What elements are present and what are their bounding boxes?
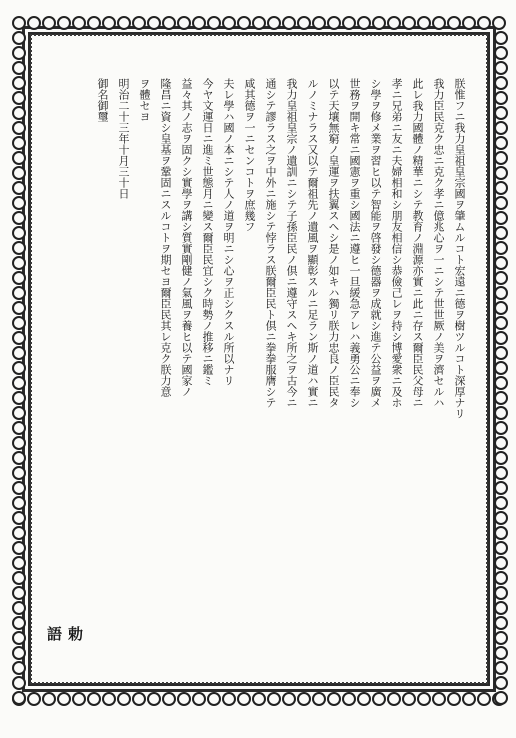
border-rosette [402,692,416,706]
border-rosette [72,692,86,706]
heading: 勅語 [45,626,84,647]
border-rosette [494,166,508,180]
border-rosette [12,331,26,345]
border-rosette [297,16,311,30]
border-rosette [132,692,146,706]
border-rosette [327,16,341,30]
text-column: 世務ヲ開キ常ニ國憲ヲ重シ國法ニ遵ヒ一旦緩急アレハ義勇公ニ奉シ [348,78,361,408]
border-rosette [12,436,26,450]
border-rosette [494,121,508,135]
border-rosette [494,616,508,630]
border-rosette [12,556,26,570]
border-rosette [177,16,191,30]
border-rosette [12,121,26,135]
border-rosette [494,61,508,75]
border-rosette [492,16,506,30]
border-rosette [102,692,116,706]
border-rosette [12,496,26,510]
border-rosette [494,196,508,210]
border-rosette [12,166,26,180]
border-rosette [494,256,508,270]
border-rosette [494,586,508,600]
border-rosette [12,616,26,630]
border-rosette [494,661,508,675]
border-rosette [312,16,326,30]
border-rosette [387,16,401,30]
text-column: 孝ニ兄弟ニ友ニ夫婦相和シ朋友相信シ恭儉己レヲ持シ博愛衆ニ及ホ [390,78,403,408]
border-rosette [342,16,356,30]
border-rosette [12,241,26,255]
border-rosette [12,466,26,480]
border-rosette [12,391,26,405]
border-rosette [494,226,508,240]
border-rosette [12,151,26,165]
border-rosette [12,91,26,105]
border-rosette [207,16,221,30]
border-rosette [494,46,508,60]
text-column: 夫レ學ハ國ノ本ニシテ人ノ道ヲ明ニシ心ヲ正シクスル所以ナリ [222,78,235,386]
border-rosette [357,16,371,30]
border-rosette [312,692,326,706]
border-rosette [252,692,266,706]
border-rosette [494,436,508,450]
border-rosette [27,16,41,30]
border-rosette [12,481,26,495]
border-rosette [477,692,491,706]
border-rosette [12,301,26,315]
border-rosette [494,181,508,195]
border-rosette [372,16,386,30]
border-rosette [494,631,508,645]
border-rosette [42,692,56,706]
border-rosette [387,692,401,706]
border-rosette [494,31,508,45]
border-rosette [494,421,508,435]
border-rosette [402,16,416,30]
border-rosette [267,692,281,706]
border-rosette [372,692,386,706]
border-rosette [12,46,26,60]
border-rosette [432,16,446,30]
border-rosette [494,571,508,585]
border-rosette [494,376,508,390]
text-column: 朕惟フニ我力皇祖皇宗國ヲ肇ムルコト宏遠ニ德ヲ樹ツルコト深厚ナリ [453,78,466,419]
border-rosette [494,91,508,105]
border-rosette [357,692,371,706]
border-rosette [494,271,508,285]
border-rosette [267,16,281,30]
border-rosette [494,331,508,345]
border-rosette [494,511,508,525]
border-rosette [252,16,266,30]
border-rosette [494,526,508,540]
border-rosette [494,241,508,255]
border-rosette [12,286,26,300]
border-rosette [102,16,116,30]
border-rosette [494,151,508,165]
border-rosette [12,451,26,465]
border-rosette [57,16,71,30]
text-column: 此レ我力國體ノ精華ニシテ教育ノ淵源亦實ニ此ニ存ス爾臣民父母ニ [411,78,424,408]
border-rosette [12,376,26,390]
border-rosette [87,16,101,30]
border-rosette [117,16,131,30]
rescript-text [45,78,468,660]
border-rosette [12,601,26,615]
border-rosette [12,106,26,120]
border-rosette [207,692,221,706]
border-rosette [12,256,26,270]
border-rosette [462,692,476,706]
border-rosette [494,676,508,690]
border-rosette [494,136,508,150]
border-rosette [494,556,508,570]
border-rosette [494,301,508,315]
border-rosette [494,316,508,330]
border-rosette [12,61,26,75]
border-rosette [282,16,296,30]
border-rosette [12,676,26,690]
border-rosette [147,16,161,30]
border-rosette [494,361,508,375]
text-column: 我力皇祖皇宗ノ遺訓ニシテ子孫臣民ノ倶ニ遵守スヘキ所之ヲ古今ニ [285,78,298,408]
border-rosette [12,406,26,420]
border-rosette [12,586,26,600]
border-rosette [12,271,26,285]
text-column: 隆昌ニ資シ皇基ヲ鞏固ニスルコトヲ期セヨ爾臣民其レ克ク朕力意 [159,78,172,397]
border-rosette [494,76,508,90]
border-rosette [237,692,251,706]
text-column: 以テ天壤無窮ノ皇運ヲ扶翼スヘシ是ノ如キハ獨リ朕力忠良ノ臣民タ [327,78,340,408]
border-rosette [494,541,508,555]
border-rosette [57,692,71,706]
border-rosette [12,421,26,435]
border-rosette [12,661,26,675]
border-rosette [447,16,461,30]
border-rosette [494,601,508,615]
border-rosette [12,181,26,195]
border-rosette [192,16,206,30]
border-rosette [494,346,508,360]
text-column: 咸其德ヲ一ニセンコトヲ庶幾フ [243,78,256,232]
border-rosette [494,106,508,120]
border-rosette [12,76,26,90]
border-rosette [162,692,176,706]
text-column: 今ヤ文運日ニ進ミ世態月ニ變ス爾臣民宜シク時勢ノ推移ニ鑑ミ [201,78,214,386]
border-rosette [477,16,491,30]
border-rosette [132,16,146,30]
text-column: 御名御璽 [96,78,109,122]
text-column: 益々其ノ志ヲ固クシ實學ヲ講シ質實剛健ノ氣風ヲ養ヒ以テ國家ノ [180,78,193,397]
border-rosette [12,691,26,705]
border-rosette [494,466,508,480]
border-rosette [222,16,236,30]
border-rosette [72,16,86,30]
border-rosette [147,692,161,706]
text-column: ヲ體セヨ [138,78,151,122]
text-column: 明治二十三年十月三十日 [117,78,130,199]
border-rosette [12,136,26,150]
border-rosette [494,211,508,225]
border-rosette [417,692,431,706]
border-rosette [494,391,508,405]
border-rosette [27,692,41,706]
border-rosette [494,646,508,660]
border-rosette [12,361,26,375]
border-rosette [177,692,191,706]
border-rosette [12,511,26,525]
border-rosette [12,226,26,240]
text-column: 我力臣民克ク忠ニ克ク孝ニ億兆心ヲ一ニシテ世世厥ノ美ヲ濟セルハ [432,78,445,408]
border-rosette [494,406,508,420]
border-rosette [12,571,26,585]
border-rosette [494,286,508,300]
border-rosette [12,31,26,45]
border-rosette [222,692,236,706]
border-rosette [432,692,446,706]
border-rosette [494,496,508,510]
border-rosette [494,691,508,705]
border-rosette [12,316,26,330]
border-rosette [12,526,26,540]
text-column: シ學ヲ修メ業ヲ習ヒ以テ智能ヲ啓發シ德器ヲ成就シ進テ公益ヲ廣メ [369,78,382,408]
border-rosette [42,16,56,30]
border-rosette [12,346,26,360]
text-column: ルノミナラス又以テ爾祖先ノ遺風ヲ顯彰スルニ足ラン斯ノ道ハ實ニ [306,78,319,408]
border-rosette [87,692,101,706]
border-rosette [12,16,26,30]
border-rosette [494,451,508,465]
border-rosette [297,692,311,706]
border-rosette [12,541,26,555]
border-rosette [447,692,461,706]
border-rosette [12,211,26,225]
border-rosette [494,481,508,495]
border-rosette [12,196,26,210]
border-rosette [117,692,131,706]
border-rosette [462,16,476,30]
border-rosette [327,692,341,706]
border-rosette [12,646,26,660]
border-rosette [192,692,206,706]
border-rosette [417,16,431,30]
border-rosette [237,16,251,30]
border-rosette [12,631,26,645]
border-rosette [162,16,176,30]
text-column: 通シテ謬ラス之ヲ中外ニ施シテ悖ラス朕爾臣民ト倶ニ拳拳服膺シテ [264,78,277,408]
border-rosette [342,692,356,706]
border-rosette [282,692,296,706]
